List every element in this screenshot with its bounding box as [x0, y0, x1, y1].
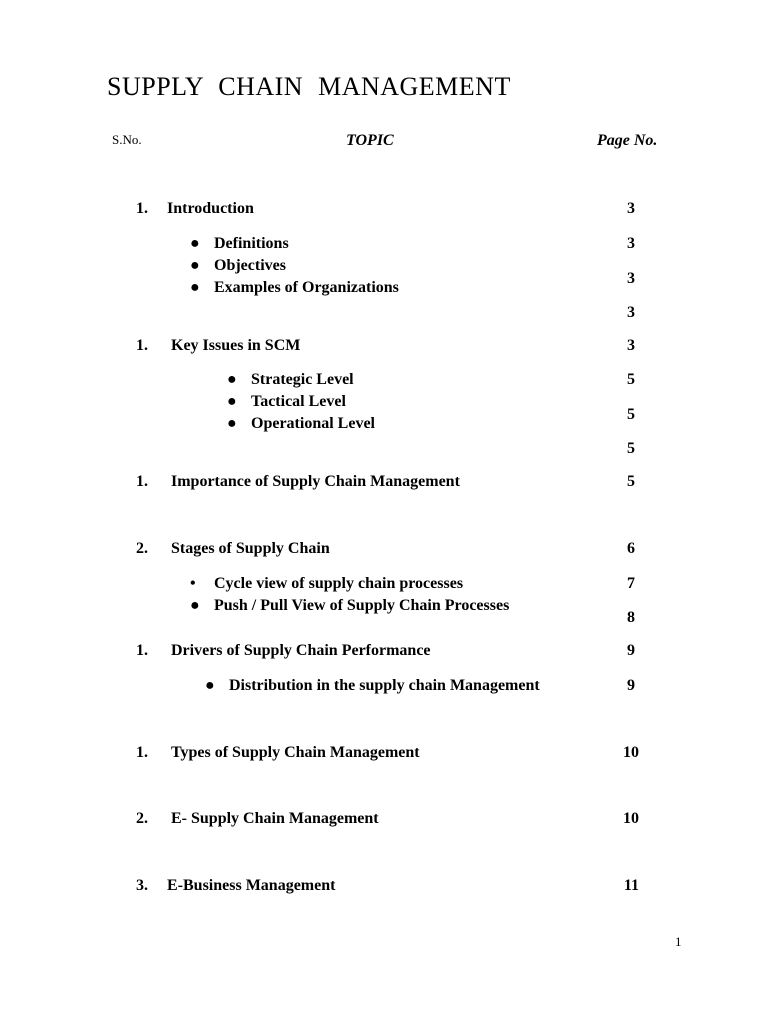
entry-number: 3. — [136, 877, 148, 894]
bullet-item: ● Distribution in the supply chain Management — [205, 677, 540, 694]
entry-number: 2. — [136, 810, 148, 827]
bullet-item: ● Operational Level — [227, 415, 375, 432]
entry-title: Importance of Supply Chain Management — [171, 473, 460, 490]
bullet-icon: ● — [190, 257, 200, 274]
entry-title: Introduction — [167, 200, 254, 217]
page-number: 9 — [627, 677, 635, 694]
page-header: Page No. — [597, 132, 658, 149]
bullet-item: ● Strategic Level — [227, 371, 354, 388]
page-number: 7 — [627, 575, 635, 592]
bullet-item: • Cycle view of supply chain processes — [190, 575, 464, 592]
entry-title: Drivers of Supply Chain Performance — [171, 642, 431, 659]
entry-number: 1. — [136, 744, 148, 761]
entry-number: 1. — [136, 473, 148, 490]
page-number: 3 — [627, 235, 635, 252]
bullet-icon: • — [190, 575, 196, 592]
page-number: 3 — [627, 270, 635, 287]
entry-title: E-Business Management — [167, 877, 336, 894]
page-number: 5 — [627, 473, 635, 490]
entry-number: 1. — [136, 337, 148, 354]
bullet-icon: ● — [190, 279, 200, 296]
bullet-icon: ● — [205, 677, 215, 694]
page-number: 3 — [627, 304, 635, 321]
page-number: 10 — [623, 810, 639, 827]
entry-number: 2. — [136, 540, 148, 557]
bullet-icon: ● — [227, 371, 237, 388]
bullet-item: ● Examples of Organizations — [190, 279, 399, 296]
bullet-icon: ● — [190, 597, 200, 614]
page-number: 8 — [627, 609, 635, 626]
page-number: 11 — [623, 877, 639, 894]
page-number: 3 — [627, 200, 635, 217]
bullet-item: ● Push / Pull View of Supply Chain Processes — [190, 597, 510, 614]
bullet-icon: ● — [227, 415, 237, 432]
bullet-item: ● Tactical Level — [227, 393, 346, 410]
page-number: 6 — [627, 540, 635, 557]
entry-title: E- Supply Chain Management — [171, 810, 379, 827]
page-number: 5 — [627, 371, 635, 388]
entry-title: Stages of Supply Chain — [171, 540, 330, 557]
bullet-icon: ● — [227, 393, 237, 410]
page-number: 5 — [627, 440, 635, 457]
entry-title: Types of Supply Chain Management — [171, 744, 420, 761]
sno-header: S.No. — [112, 132, 142, 147]
topic-header: TOPIC — [346, 132, 394, 149]
page-number: 3 — [627, 337, 635, 354]
bullet-icon: ● — [190, 235, 200, 252]
page-number: 10 — [623, 744, 639, 761]
bullet-item: ● Objectives — [190, 257, 286, 274]
entry-number: 1. — [136, 642, 148, 659]
entry-number: 1. — [136, 200, 148, 217]
page-number: 5 — [627, 406, 635, 423]
bullet-item: ● Definitions — [190, 235, 289, 252]
footer-page-number: 1 — [675, 934, 682, 949]
entry-title: Key Issues in SCM — [171, 337, 301, 354]
document-title: SUPPLY CHAIN MANAGEMENT — [107, 72, 511, 101]
page-number: 9 — [627, 642, 635, 659]
